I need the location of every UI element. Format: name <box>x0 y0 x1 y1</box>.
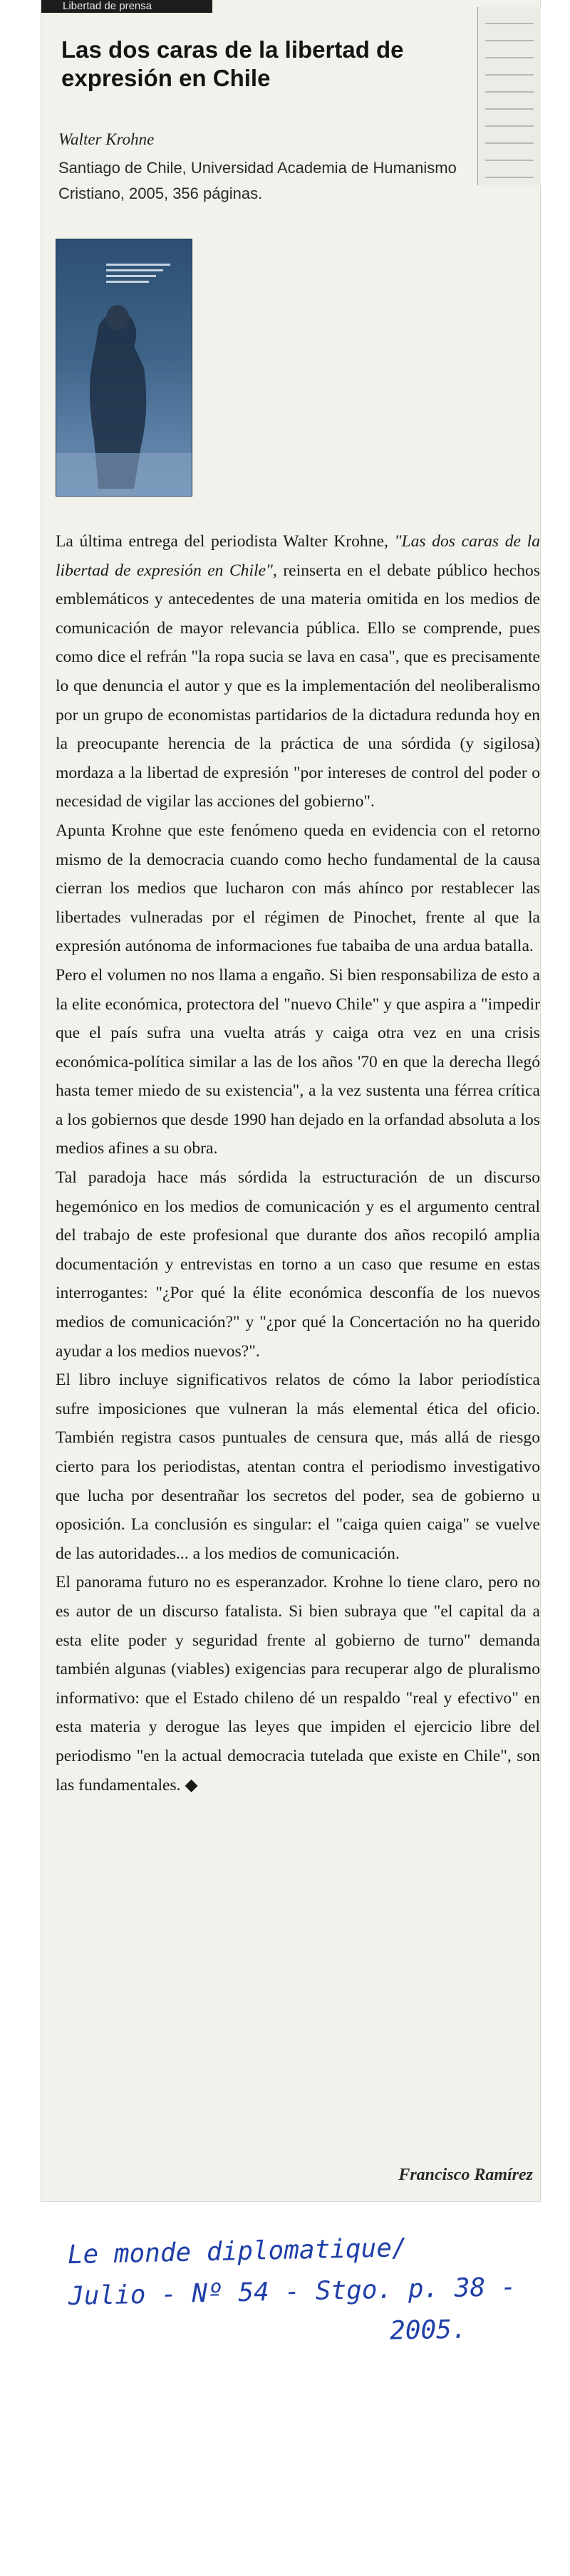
section-label: Libertad de prensa <box>41 0 212 13</box>
reviewer-signature: Francisco Ramírez <box>398 2166 533 2184</box>
handwritten-line-3: 2005. <box>389 2315 467 2346</box>
handwritten-source-note <box>67 2225 554 2359</box>
article-body <box>56 527 540 1799</box>
handwritten-line-1: Le monde diplomatique/ <box>67 2233 408 2270</box>
book-cover-image <box>56 239 192 497</box>
paragraph-4: Tal paradoja hace más sórdida la estructuración de un discurso hegemónico en los medios de comunicación y es el argumento central del trabajo de este profesional que durante dos años recopiló amplia documentación y entrevistas en torno a un caso que resume en estas interrogantes: "¿Por qué la élite económica desconfía de los nuevos medios de comunicación?" y "¿por qué la Concertación no ha querido ayudar a los medios nuevos?". <box>56 1168 540 1361</box>
cover-figure-illustration <box>56 239 192 496</box>
paragraph-6: El panorama futuro no es esperanzador. Krohne lo tiene claro, pero no es autor de un discurso fatalista. Si bien subraya que "el capital da a esta elite poder y seguridad frente al gobierno de turno" demanda también algunas (viables) exigencias para recuperar algo de pluralismo informativo: que el Estado chileno dé un respaldo "real y efectivo" en esta materia y derogue las leyes que impiden el ejercicio libre del periodismo "en la actual democracia tutelada que existe en Chile", son las fundamentales. ◆ <box>56 1573 540 1795</box>
paragraph-5: El libro incluye significativos relatos de cómo la labor periodística sufre imposiciones que vulneran la más elemental ética del oficio. También registra casos puntuales de censura que, más allá de riesgo cierto para los periodistas, atentan contra el periodismo investigativo que lucha por desentrañar los secretos del poder, sea de gobierno u oposición. La conclusión es singular: el "caiga quien caiga" se vuelve de las autoridades... a los medios de comunicación. <box>56 1371 540 1563</box>
paragraph-1-rest: , reinserta en el debate público hechos emblemáticos y antecedentes de una materia omitida en los medios de comunicación de mayor relevancia pública. Ello se comprende, pues como dice el refrán "la ropa sucia se lava en casa", que es precisamente lo que denuncia el autor y que es la implementación del neoliberalismo por un grupo de economistas partidarios de la dictadura redunda hoy en la preocupante herencia de la práctica de una sórdida (y sigilosa) mordaza a la libertad de expresión "por intereses de control del poder o necesidad de vigilar las acciones del gobierno". <box>56 561 540 811</box>
paragraph-3: Pero el volumen no nos llama a engaño. Si bien responsabiliza de esto a la elite económica, protectora del "nuevo Chile" y que aspira a "impedir que el país sufra una vuelta atrás y caiga otra vez en una crisis económica-política similar a las de los años '70 en que la derecha llegó hasta temer miedo de su existencia", a la vez sustenta una férrea crítica a los gobiernos que desde 1990 han dejado en la orfandad absoluta a los medios afines a su obra. <box>56 965 540 1158</box>
book-title-italic: "Las dos caras de la libertad de expresión en Chile" <box>56 532 540 580</box>
book-author: Walter Krohne <box>58 130 155 148</box>
bibliographic-info: Santiago de Chile, Universidad Academia de Humanismo Cristiano, 2005, 356 páginas. <box>58 159 457 202</box>
article-headline: Las dos caras de la libertad de expresión en Chile <box>61 36 404 91</box>
handwritten-line-2: Julio - Nº 54 - Stgo. p. 38 - <box>68 2272 517 2312</box>
paragraph-1 <box>56 527 540 816</box>
paragraph-1-lead: La última entrega del periodista Walter Krohne, <box>56 532 395 551</box>
paragraph-2: Apunta Krohne que este fenómeno queda en evidencia con el retorno mismo de la democracia cuando como hecho fundamental de la causa cierran los medios que lucharon con más ahínco por restablecer las libertades vulneradas por el régimen de Pinochet, frente al que la expresión autónoma de informaciones fue tabaiba de una ardua batalla. <box>56 821 540 956</box>
